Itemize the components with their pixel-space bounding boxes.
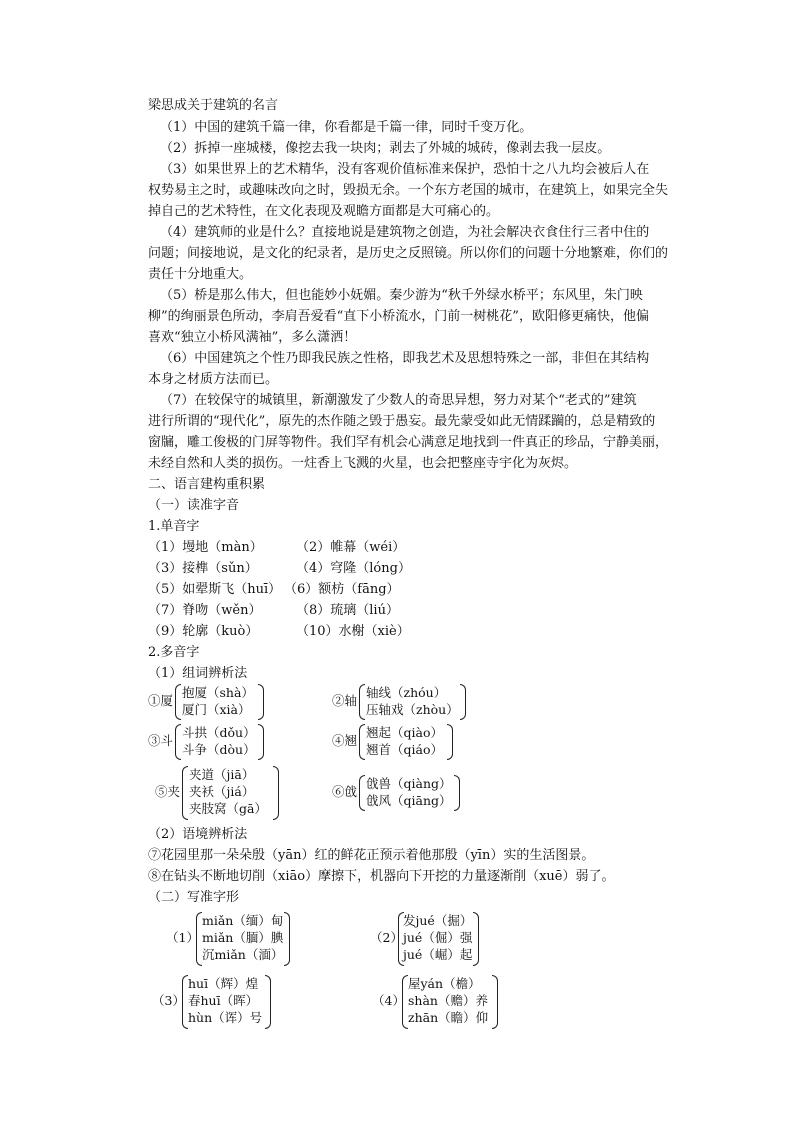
multi-group-qiao bbox=[332, 724, 472, 758]
left-brace bbox=[359, 775, 365, 811]
quote-4-line-1: （4）建筑师的业是什么？直接地说是建筑物之创造，为社会解决衣食住行三者中住的 bbox=[160, 225, 650, 240]
multi-group-jia bbox=[155, 766, 285, 818]
single-item: （7）脊吻（wěn） bbox=[148, 603, 262, 618]
subsection-heading-pronunciation: （一）读准字音 bbox=[148, 498, 240, 513]
single-item: （10）水榭（xiè） bbox=[296, 624, 410, 639]
right-brace bbox=[265, 975, 271, 1029]
quote-3-line-1: （3）如果世界上的艺术精华，没有客观价值标准来保护，恐怕十之八九均会被后人在 bbox=[160, 162, 650, 177]
subsection-heading-glyph: （二）写准字形 bbox=[148, 890, 240, 905]
quote-4-line-3: 责任十分地重大。 bbox=[148, 267, 253, 282]
group-lead: （4） bbox=[372, 993, 405, 1008]
right-brace bbox=[473, 912, 479, 966]
group-item: 屋yán（檐） bbox=[408, 976, 481, 991]
quote-4-line-2: 问题；间接地说，是文化的纪录者，是历史之反照镜。所以你们的问题十分地繁难，你们的 bbox=[148, 246, 669, 261]
left-brace bbox=[182, 766, 188, 820]
glyph-group-4 bbox=[372, 975, 502, 1027]
group-item: 春huī（晖） bbox=[188, 993, 259, 1008]
group-item: miǎn（缅）甸 bbox=[202, 913, 284, 928]
group-item: huī（辉）煌 bbox=[188, 976, 259, 991]
group-item: jué（崛）起 bbox=[403, 947, 473, 962]
right-brace bbox=[492, 975, 498, 1029]
left-brace bbox=[175, 684, 181, 720]
group-item: 翘起（qiào） bbox=[366, 725, 443, 740]
multi-reading-heading: 2.多音字 bbox=[148, 645, 200, 660]
quote-5-line-1: （5）桥是那么伟大，但也能妙小妩媚。秦少游为“秋千外绿水桥平；东风里，朱门映 bbox=[160, 288, 643, 303]
right-brace bbox=[284, 912, 290, 966]
single-item: （8）琉璃（liú） bbox=[296, 603, 399, 618]
multi-group-sha bbox=[148, 684, 278, 718]
quote-6-line-1: （6）中国建筑之个性乃即我民族之性格，即我艺术及思想特殊之一部，非但在其结构 bbox=[160, 351, 650, 366]
section-heading: 二、语言建构重积累 bbox=[148, 477, 266, 492]
group-item: miǎn（腼）腆 bbox=[202, 930, 284, 945]
method-heading-context: （2）语境辨析法 bbox=[148, 827, 248, 842]
group-lead: （1） bbox=[166, 930, 199, 945]
group-item: zhān（瞻）仰 bbox=[408, 1010, 489, 1025]
quote-2-line-1: （2）拆掉一座城楼，像挖去我一块肉；剥去了外城的城砖，像剥去我一层皮。 bbox=[160, 141, 611, 156]
multi-group-dou bbox=[148, 724, 278, 758]
group-item: 抱厦（shà） bbox=[182, 685, 254, 700]
group-item: hùn（诨）号 bbox=[188, 1010, 263, 1025]
group-item: shàn（赡）养 bbox=[408, 993, 488, 1008]
group-lead: ④翘 bbox=[332, 733, 358, 748]
group-item: 戗风（qiāng） bbox=[366, 793, 452, 808]
method-heading-compound: （1）组词辨析法 bbox=[148, 666, 248, 681]
group-item: jué（倔）强 bbox=[403, 930, 473, 945]
multi-group-qiang bbox=[332, 775, 472, 809]
glyph-group-1 bbox=[166, 912, 301, 964]
group-item: 发jué（掘） bbox=[403, 913, 473, 928]
glyph-group-2 bbox=[370, 912, 490, 964]
quote-3-line-3: 掉自己的艺术特性，在文化表现及观瞻方面都是大可痛心的。 bbox=[148, 204, 500, 219]
context-sentence-7: ⑦花园里那一朵朵殷（yān）红的鲜花正预示着他那殷（yīn）实的生活图景。 bbox=[148, 848, 595, 863]
group-item: 轴线（zhóu） bbox=[366, 685, 447, 700]
right-brace bbox=[460, 684, 466, 720]
quote-7-line-4: 未经自然和人类的损伤。一炷香上飞溅的火星，也会把整座寺宇化为灰烬。 bbox=[148, 456, 578, 471]
left-brace bbox=[359, 724, 365, 760]
group-item: 夹道（jiā） bbox=[189, 767, 255, 782]
doc-title: 梁思成关于建筑的名言 bbox=[148, 98, 279, 113]
group-lead: ①厦 bbox=[148, 693, 174, 708]
single-item: （2）帷幕（wéi） bbox=[296, 540, 406, 555]
group-item: 戗兽（qiàng） bbox=[366, 776, 452, 791]
right-brace bbox=[258, 724, 264, 760]
group-item: 压轴戏（zhòu） bbox=[366, 702, 459, 717]
quote-7-line-3: 窗牖，雕工俊极的门屏等物件。我们罕有机会心满意足地找到一件真正的珍品，宁静美丽， bbox=[148, 435, 669, 450]
group-item: 厦门（xià） bbox=[182, 702, 251, 717]
glyph-group-3 bbox=[152, 975, 282, 1027]
left-brace bbox=[359, 684, 365, 720]
quote-5-line-3: 喜欢“独立小桥风满袖”，多么潇洒！ bbox=[148, 330, 357, 345]
quote-5-line-2: 柳”的绚丽景色所动，李肩吾爱看“直下小桥流水，门前一树桃花”，欧阳修更痛快，他偏 bbox=[148, 309, 649, 324]
quote-7-line-2: 进行所谓的“现代化”，原先的杰作随之毁于愚妄。最先蒙受如此无情蹂躏的，总是精致的 bbox=[148, 414, 656, 429]
group-item: 斗拱（dǒu） bbox=[182, 725, 256, 740]
group-item: 斗争（dòu） bbox=[182, 742, 256, 757]
group-lead: （2） bbox=[370, 930, 403, 945]
context-sentence-8: ⑧在钻头不断地切削（xiāo）摩擦下，机器向下开挖的力量逐渐削（xuē）弱了。 bbox=[148, 869, 615, 884]
single-item: （5）如翚斯飞（huī） bbox=[148, 582, 282, 597]
group-lead: ⑥戗 bbox=[332, 784, 358, 799]
right-brace bbox=[454, 775, 460, 811]
single-item: （1）墁地（màn） bbox=[148, 540, 263, 555]
quote-3-line-2: 权势易主之时，或趣味改向之时，毁损无余。一个东方老国的城市，在建筑上，如果完全失 bbox=[148, 183, 669, 198]
right-brace bbox=[258, 684, 264, 720]
quote-1-line-1: （1）中国的建筑千篇一律，你看都是千篇一律，同时千变万化。 bbox=[160, 120, 533, 135]
group-item: 沉miǎn（湎） bbox=[202, 947, 284, 962]
group-item: 夹肢窝（gā） bbox=[189, 801, 267, 816]
group-lead: ⑤夹 bbox=[155, 784, 181, 799]
quote-7-line-1: （7）在较保守的城镇里，新潮激发了少数人的奇思异想，努力对某个“老式的”建筑 bbox=[160, 393, 637, 408]
right-brace bbox=[447, 724, 453, 760]
single-item: （3）接榫（sǔn） bbox=[148, 561, 258, 576]
single-item: （6）额枋（fāng） bbox=[284, 582, 400, 597]
single-item: （4）穹隆（lóng） bbox=[296, 561, 411, 576]
single-reading-heading: 1.单音字 bbox=[148, 519, 200, 534]
right-brace bbox=[273, 766, 279, 820]
group-lead: ②轴 bbox=[332, 693, 358, 708]
left-brace bbox=[175, 724, 181, 760]
group-lead: ③斗 bbox=[148, 733, 174, 748]
quote-6-line-2: 本身之材质方法而已。 bbox=[148, 372, 279, 387]
group-item: 翘首（qiáo） bbox=[366, 742, 443, 757]
single-item: （9）轮廓（kuò） bbox=[148, 624, 259, 639]
multi-group-zhou bbox=[332, 684, 477, 718]
group-lead: （3） bbox=[152, 993, 185, 1008]
group-item: 夹袄（jiá） bbox=[189, 784, 255, 799]
